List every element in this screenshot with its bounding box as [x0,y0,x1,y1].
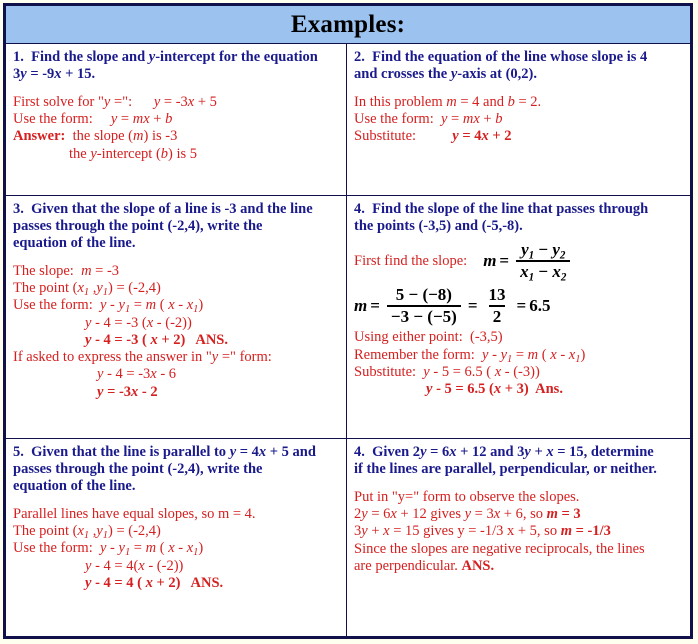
table-row [6,196,690,439]
example-4-work-line: Substitute: y - 5 = 6.5 ( x - (-3)) [354,363,540,380]
example-4-work-line: Using either point: (-3,5) [354,329,503,346]
example-2-prompt: 2. Find the equation of the line whose slope is 4 and crosses the y-axis at (0,2). [354,49,648,82]
example-3-work-line: The slope: m = -3 [13,262,120,279]
example-cell-2 [347,44,690,195]
example-6-prompt: 4. Given 2y = 6x + 12 and 3y + x = 15, determine if the lines are parallel, perpendicular, or neither. [354,444,657,477]
example-1-work-line: the y-intercept (b) is 5 [69,145,198,162]
example-5-work-line: Use the form: $y - y_1 = m$ ( x - $x_1$) [13,540,204,559]
example-cell-5 [6,439,347,636]
table-row [6,44,690,196]
example-1-work-line: Use the form: y = mx + b [13,111,173,128]
example-1-work-line: Answer: the slope (m) is -3 [13,128,178,145]
example-5-work-line: Parallel lines have equal slopes, so m = 4. [13,505,256,522]
example-5-work-line: y - 4 = 4(x - (-2)) [85,557,184,574]
example-4-slope-formula-row [354,241,683,282]
example-3-work-line: y = -3x - 2 [97,383,158,400]
example-3-work-line: Use the form: $y - y_1 = m$ ( x - $x_1$) [13,297,204,316]
example-4-prompt: 4. Find the slope of the line that passes through the points (-3,5) and (-5,-8). [354,201,649,234]
example-4-work-line: y - 5 = 6.5 (x + 3) Ans. [426,381,563,398]
example-cell-4 [347,196,690,438]
example-6-work-line: Put in "y=" form to observe the slopes. [354,488,580,505]
example-6-work-line: Since the slopes are negative reciprocals, the lines [354,540,645,557]
example-5-prompt: 5. Given that the line is parallel to y = 4x + 5 and passes through the point (-2,4), write the equation of the line. [13,444,316,494]
example-4-slope-computation: m = $\frac{5 - (-8)}{-3 - (-5)}$ = $\frac{13}{2}$ = 6.5 [354,284,551,326]
examples-grid [6,44,690,636]
example-3-prompt: 3. Given that the slope of a line is -3 and the line passes through the point (-2,4), write the equation of the line. [13,201,313,251]
example-3-work-line: y - 4 = -3 ( x + 2) ANS. [85,331,228,348]
example-3-work-line: The point ($x_1$ $,y_1) = (-2,4)$ [13,280,161,299]
example-1-work-line: First solve for "y =": y = -3x + 5 [13,93,217,110]
table-header-band [6,6,690,44]
example-cell-1 [6,44,347,195]
example-6-work-line: 3y + x = 15 gives y = -1/3 x + 5, so m = -1/3 [354,523,611,540]
examples-table [3,3,693,639]
example-2-work-line: Substitute: y = 4x + 2 [354,128,512,145]
example-4-formula-lead: First find the slope: [354,252,468,269]
example-3-work-line: If asked to express the answer in "y =" form: [13,349,272,366]
example-5-work-line: The point ($x_1$ $,y_1) = (-2,4)$ [13,523,161,542]
example-2-work-line: In this problem m = 4 and b = 2. [354,93,542,110]
page-title: Examples: [290,11,406,38]
example-4-slope-formula: m = $\frac{y_1 - y_2}{x_1 - x_2}$ [483,241,574,282]
example-5-work-line: y - 4 = 4 ( x + 2) ANS. [85,574,224,591]
example-2-work-line: Use the form: y = mx + b [354,111,503,128]
example-6-work-line: are perpendicular. ANS. [354,557,495,574]
example-3-work-line: y - 4 = -3x - 6 [97,366,177,383]
example-cell-6 [347,439,690,636]
example-3-work-line: y - 4 = -3 (x - (-2)) [85,314,192,331]
example-6-work-line: 2y = 6x + 12 gives y = 3x + 6, so m = 3 [354,506,581,523]
example-cell-3 [6,196,347,438]
example-1-prompt: 1. Find the slope and y-intercept for the equation 3y = -9x + 15. [13,49,318,82]
table-row [6,439,690,636]
example-4-work-line: Remember the form: $y - y_1 = m$ ( x - $x_1$) [354,346,586,365]
